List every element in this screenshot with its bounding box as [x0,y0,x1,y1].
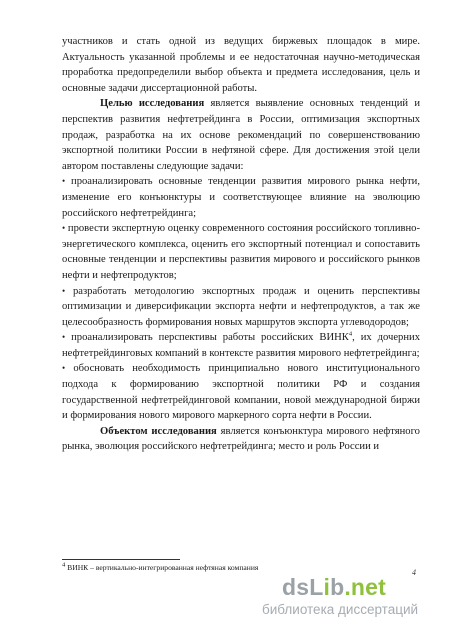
footnote-ref[interactable]: 4 [348,330,353,338]
task-item-3 [62,284,420,331]
bullet-icon: • [62,176,66,187]
watermark-logo: dsLib.net [282,574,387,600]
bullet-icon: • [62,223,66,234]
footnote-marker: 4 [62,561,66,569]
task-text: проанализировать перспективы работы российских ВИНК [71,332,349,344]
task-item-5 [62,361,420,423]
task-item-4 [62,330,420,361]
object-text: является конъюнктура мирового нефтяного рынка, эволюция российского нефтетрейдинга; место и роль России и [62,425,420,453]
goal-text: является выявление основных тенденций и перспектив развития нефтетрейдинга в России, оптимизация экспортных продаж, разработка на их основе рекомендаций по совершенствованию экспортной политики России в нефтяной сфере. Для достижения этой цели автором поставлены следующие задачи: [62,98,420,172]
bullet-icon: • [62,363,66,374]
task-text-cont: , их дочерних нефтетрейдинговых компаний в контексте развития мирового нефтетрейдинга; [62,332,420,359]
bullet-icon: • [62,332,66,343]
document-body [62,34,420,455]
task-text: провести экспертную оценку современного состояния российского топливно-энергетического комплекса, оценить его экспортный потенциал и сопоставить основные тенденции и перспективы развития мирового и российского рынков нефти и нефтепродуктов; [62,223,420,281]
goal-term: Целью исследования [100,98,205,110]
page-number: 4 [412,568,416,577]
footnote-text: ВИНК – вертикально-интегрированная нефтяная компания [65,563,259,572]
bullet-icon: • [62,285,66,296]
task-text: проанализировать основные тенденции развития мирового рынка нефти, изменение его конъюнктуры и соответствующее влияние на эволюцию российского нефтетрейдинга; [62,176,420,219]
watermark [232,574,442,620]
paragraph-goal [62,96,420,174]
task-item-2 [62,221,420,283]
task-text: разработать методологию экспортных продаж и оценить перспективы оптимизации и диверсификации экспорта нефти и нефтепродуктов, а так же целесообразность формирования новых маршрутов экспорта углеводородов; [62,285,420,328]
paragraph-intro: участников и стать одной из ведущих биржевых площадок в мире. Актуальность указанной проблемы и ее недостаточная научно-методическая проработка предопределили выбор объекта и предмета исследования, цель и основные задачи диссертационной работы. [62,36,420,94]
task-item-1 [62,174,420,221]
footnote-divider [62,559,180,560]
paragraph-object [62,424,420,455]
watermark-subtitle: библиотека диссертаций [262,602,419,617]
footnote [62,563,362,573]
object-term: Объектом исследования [100,425,217,437]
task-text: обосновать необходимость принципиально нового институционального подхода к формированию экспортной политики РФ и создания государственной нефтетрейдинговой компании, новой международной биржи и формирования нового мирового маркерного сорта нефти в России. [62,363,420,422]
